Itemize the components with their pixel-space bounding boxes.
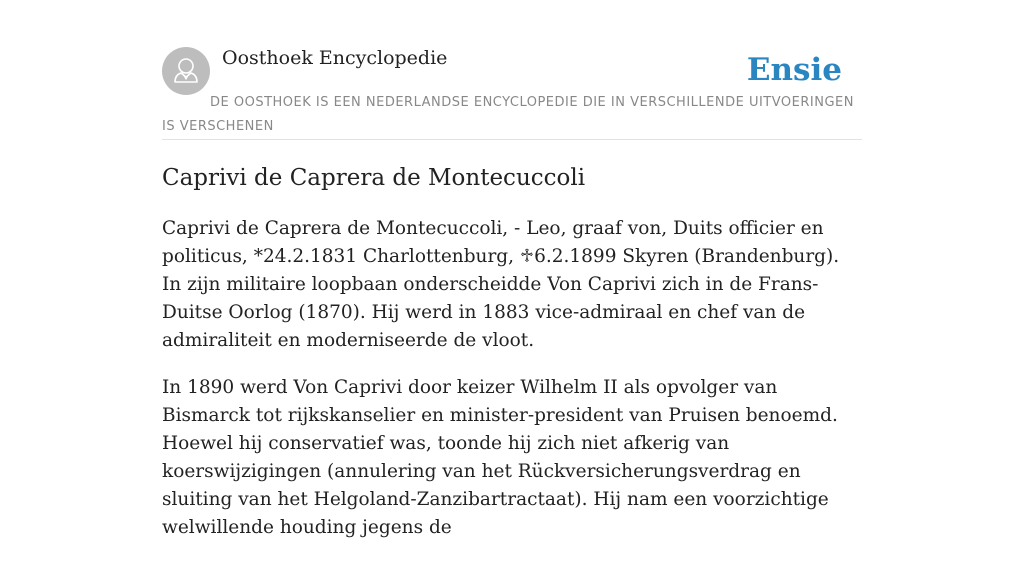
page <box>162 0 862 538</box>
brand-logo[interactable]: Ensie <box>746 52 842 88</box>
user-icon <box>162 47 210 95</box>
article-paragraph: In 1890 werd Von Caprivi door keizer Wilhelm II als opvolger van Bismarck tot rijkskanselier en minister-president van Pruisen benoemd. Hoewel hij conservatief was, toonde hij zich niet afkerig van koerswijzigingen (annulering van het Rückversicherungsverdrag en sluiting van het Helgoland-Zanzibartractaat). Hij nam een voorzichtige welwillende houding jegens de <box>162 377 838 538</box>
site-tagline: DE OOSTHOEK IS EEN NEDERLANDSE ENCYCLOPEDIE DIE IN VERSCHILLENDE UITVOERINGEN IS VERSCHENEN <box>162 95 854 134</box>
site-title[interactable]: Oosthoek Encyclopedie <box>222 47 448 69</box>
article-body <box>162 215 862 561</box>
site-header <box>162 0 862 140</box>
article-paragraph: Caprivi de Caprera de Montecuccoli, - Leo, graaf von, Duits officier en politicus, *24.2.1831 Charlottenburg, ♱6.2.1899 Skyren (Brandenburg). In zijn militaire loopbaan onderscheidde Von Caprivi zich in de Frans-Duitse Oorlog (1870). Hij werd in 1883 vice-admiraal en chef van de admiraliteit en moderniseerde de vloot. <box>162 218 840 351</box>
article-title: Caprivi de Caprera de Montecuccoli <box>162 165 586 191</box>
avatar[interactable] <box>162 47 210 95</box>
